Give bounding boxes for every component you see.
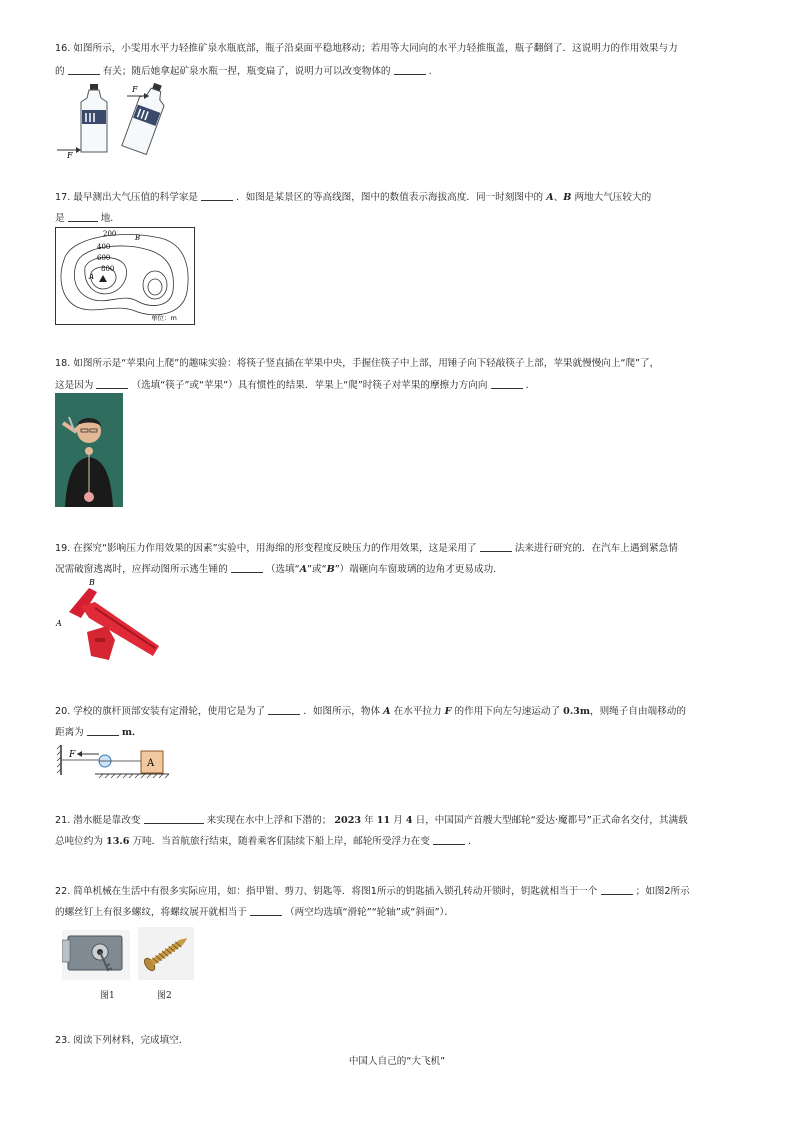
q22-line2: 的螺丝钉上有很多螺纹，将螺纹展开就相当于 （两空均选填“滑轮”“轮轴”或“斜面”）．	[55, 907, 454, 918]
contour-map-figure	[55, 227, 195, 325]
svg-text:400: 400	[97, 243, 111, 251]
q19-blank-2[interactable]	[231, 562, 263, 573]
apple-climb-photo	[55, 393, 123, 507]
svg-text:800: 800	[101, 265, 115, 273]
q22-blank-2[interactable]	[250, 905, 282, 916]
q20-blank-1[interactable]	[268, 704, 300, 715]
q17-line1: 17. 最早测出大气压值的科学家是 ．如图是某景区的等高线图，图中的数值表示海拔高度．同一时刻图中的 A、B 两地大气压较大的	[55, 192, 652, 203]
push-arrow-top-icon	[127, 85, 149, 99]
q16-blank-2[interactable]	[394, 64, 426, 75]
q22-line1: 22. 简单机械在生活中有很多实际应用，如：指甲钳、剪刀、钥匙等．将图1所示的钥匙插入锁孔转动开锁时，钥匙就相当于一个 ；如图2所示	[55, 886, 690, 897]
svg-text:F: F	[67, 151, 73, 160]
q23-line1: 23. 阅读下列材料，完成填空．	[55, 1035, 189, 1046]
hammer-icon	[69, 588, 159, 660]
q17-blank-2[interactable]	[68, 211, 98, 222]
screw-photo	[138, 927, 194, 980]
svg-text:A: A	[89, 273, 95, 281]
push-arrow-bottom-icon	[57, 147, 81, 160]
q21-blank-1[interactable]	[144, 813, 204, 824]
svg-text:A: A	[56, 619, 62, 628]
q22-blank-1[interactable]	[601, 884, 633, 895]
q21-line2: 总吨位约为 13.6 万吨．当首航旅行结束，随着乘客们陆续下船上岸，邮轮所受浮力在变 ．	[55, 836, 478, 847]
figure-2-caption: 图2	[157, 991, 172, 1001]
q19-blank-1[interactable]	[480, 541, 512, 552]
q17-line2: 是 地．	[55, 213, 120, 224]
q16-blank-1[interactable]	[68, 64, 100, 75]
q18-blank-2[interactable]	[491, 378, 523, 389]
svg-text:200: 200	[103, 230, 117, 238]
pulley-figure	[55, 743, 171, 779]
escape-hammer-figure	[55, 576, 167, 668]
q20-line1: 20. 学校的旗杆顶部安装有定滑轮，使用它是为了 ．如图所示，物体 A 在水平拉力 F 的作用下向左匀速运动了 0.3m，则绳子自由端移动的	[55, 706, 686, 717]
svg-text:600: 600	[97, 254, 111, 262]
q21-blank-2[interactable]	[433, 834, 465, 845]
svg-text:A: A	[147, 758, 155, 769]
q16-line1: 16. 如图所示，小雯用水平力轻推矿泉水瓶底部，瓶子沿桌面平稳地移动；若用等大同向的水平力轻推瓶盖，瓶子翻倒了．这说明力的作用效果与力	[55, 43, 678, 54]
apple-icon	[84, 492, 94, 502]
q17-blank-1[interactable]	[201, 190, 233, 201]
q16-line2: 的 有关；随后她拿起矿泉水瓶一捏，瓶变扁了，说明力可以改变物体的 ．	[55, 66, 439, 77]
q20-blank-2[interactable]	[87, 725, 119, 736]
svg-text:B: B	[89, 578, 95, 587]
upright-bottle-icon	[81, 84, 107, 152]
svg-text:单位：m: 单位：m	[151, 314, 177, 322]
q19-line1: 19. 在探究“影响压力作用效果的因素”实验中，用海绵的形变程度反映压力的作用效果，这是采用了 法来进行研究的．在汽车上遇到紧急情	[55, 543, 678, 554]
q18-line2: 这是因为 （选填“筷子”或“苹果”）具有惯性的结果．苹果上“爬”时筷子对苹果的摩擦力方向向 ．	[55, 380, 536, 391]
q23-title: 中国人自己的“大飞机”	[348, 1056, 446, 1067]
tilted-bottle-icon	[122, 80, 170, 155]
svg-text:B: B	[135, 234, 141, 242]
figure-1-caption: 图1	[100, 991, 115, 1001]
lock-key-photo	[62, 930, 130, 980]
svg-text:F: F	[69, 750, 76, 760]
q21-line1: 21. 潜水艇是靠改变 来实现在水中上浮和下潜的； 2023 年 11 月 4 日，中国国产首艘大型邮轮“爱达·魔都号”正式命名交付，其满载	[55, 815, 688, 826]
q18-blank-1[interactable]	[96, 378, 128, 389]
svg-text:F: F	[132, 85, 138, 94]
q18-line1: 18. 如图所示是“苹果向上爬”的趣味实验：将筷子竖直插在苹果中央，手握住筷子中上部，用锤子向下轻敲筷子上部，苹果就慢慢向上“爬”了，	[55, 358, 660, 369]
bottle-push-figure	[55, 80, 175, 160]
q20-line2: 距离为 m．	[55, 727, 142, 738]
q19-line2: 况需破窗逃离时，应挥动图所示逃生锤的 （选填“A”或“B”）端砸向车窗玻璃的边角才更易成功．	[55, 564, 503, 575]
